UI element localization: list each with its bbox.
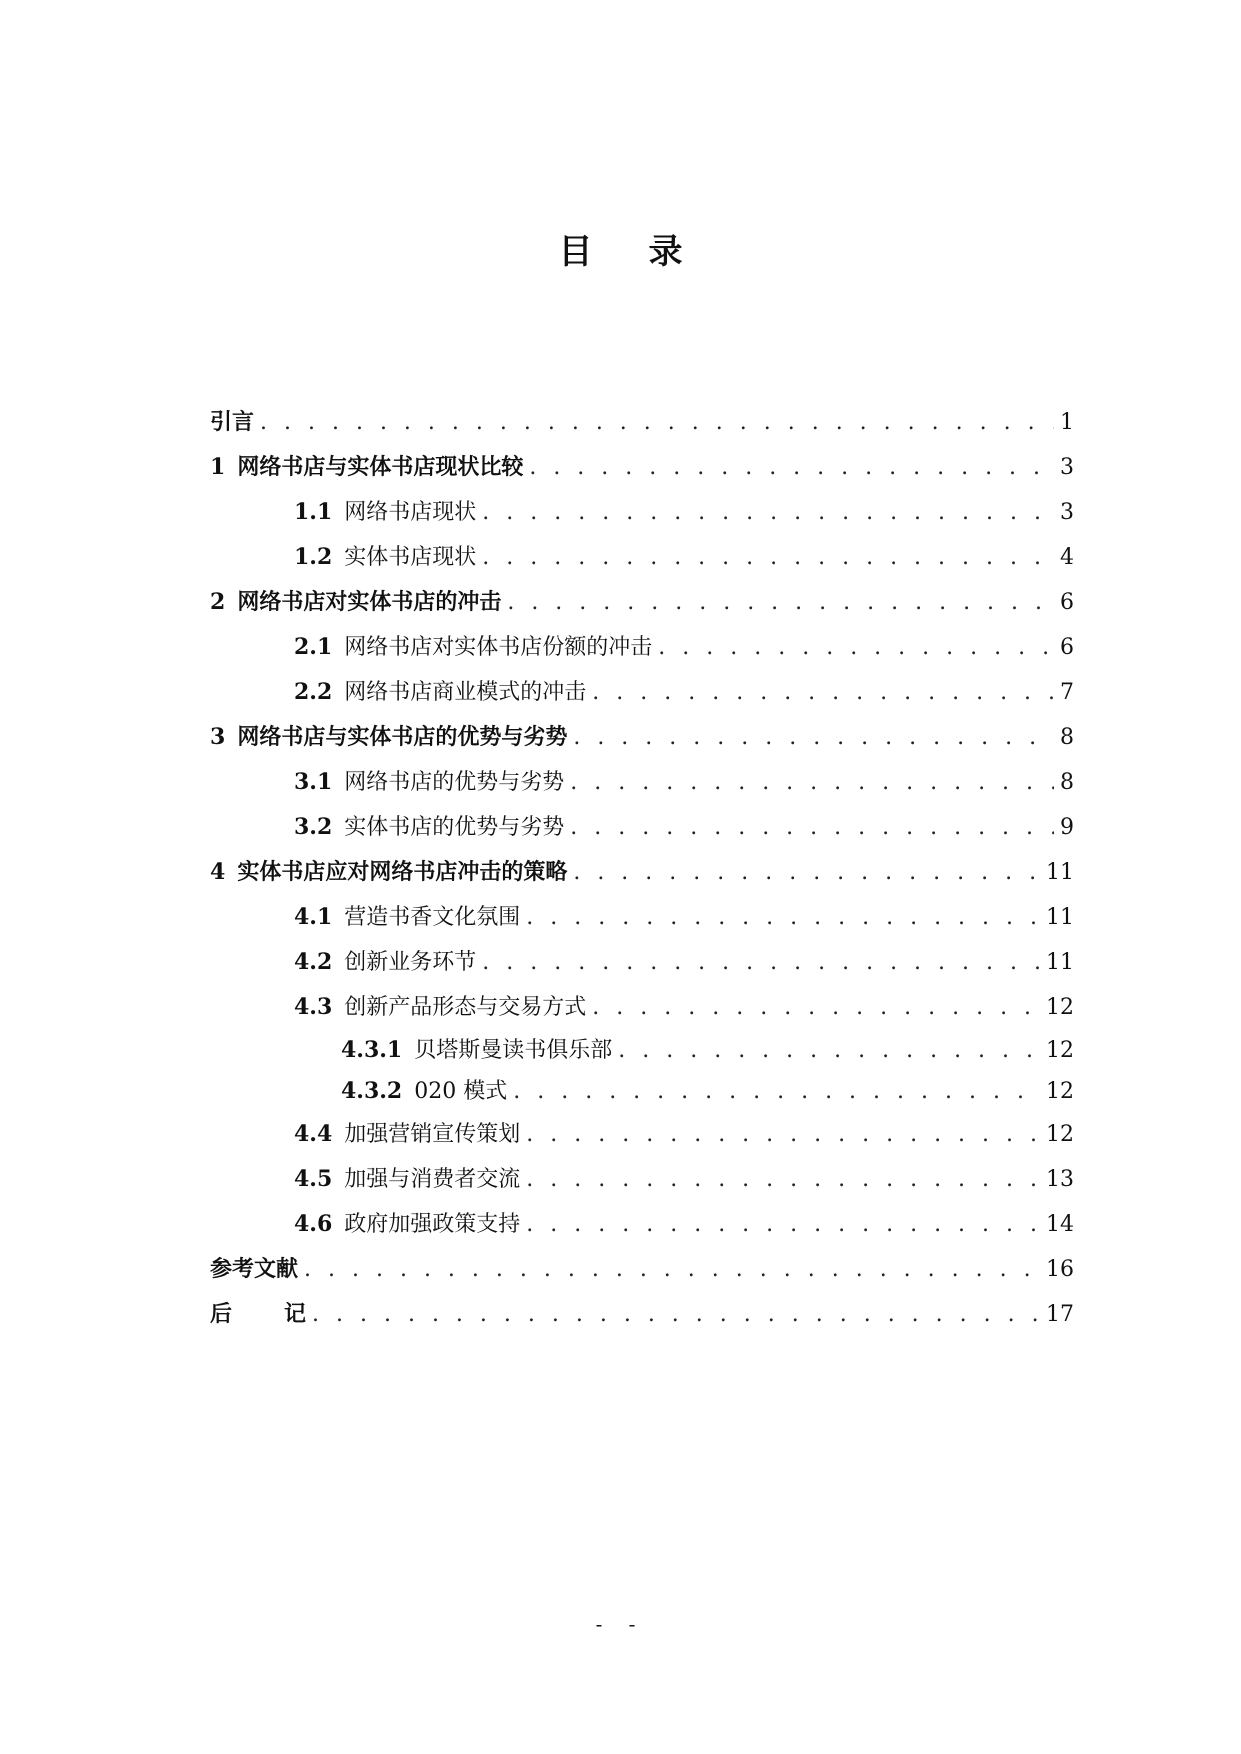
- toc-entry-title: 网络书店商业模式的冲击: [344, 680, 587, 705]
- toc-dot-leader: [526, 895, 1040, 940]
- toc-dot-leader: [570, 805, 1054, 850]
- toc-page-number: 6: [1060, 590, 1074, 615]
- toc-dot-leader: [592, 985, 1040, 1030]
- toc-dot-leader: [507, 580, 1054, 625]
- toc-entry-number: 1.1: [294, 499, 333, 525]
- toc-page-number: 17: [1046, 1302, 1074, 1327]
- toc-entry[interactable]: [210, 1157, 1074, 1202]
- toc-entry[interactable]: [210, 985, 1074, 1030]
- toc-page-number: 12: [1046, 1122, 1074, 1147]
- toc-page-number: 8: [1060, 770, 1074, 795]
- toc-entry-number: 1.2: [294, 544, 333, 570]
- toc-page-number: 11: [1046, 950, 1074, 975]
- toc-entry-title: 020 模式: [414, 1079, 508, 1104]
- toc-entry-title: 贝塔斯曼读书俱乐部: [414, 1038, 613, 1063]
- toc-entry[interactable]: [210, 805, 1074, 850]
- toc-entry[interactable]: [210, 625, 1074, 670]
- toc-entry-title: 引言: [210, 409, 255, 435]
- toc-dot-leader: [513, 1071, 1040, 1112]
- toc-entry-number: 4.5: [294, 1166, 333, 1192]
- toc-entry[interactable]: [210, 1071, 1074, 1112]
- toc-dot-leader: [312, 1292, 1040, 1337]
- toc-page-number: 11: [1046, 905, 1074, 930]
- toc-entry-number: 2.2: [294, 679, 333, 705]
- toc-entry[interactable]: [210, 1112, 1074, 1157]
- toc-entry-number: 3.2: [294, 814, 333, 840]
- table-of-contents: [210, 400, 1074, 1337]
- toc-page-number: 6: [1060, 635, 1074, 660]
- toc-page-number: 11: [1046, 860, 1074, 885]
- toc-page-number: 8: [1060, 725, 1074, 750]
- toc-entry-title: 实体书店现状: [344, 545, 477, 570]
- toc-page-number: 9: [1060, 815, 1074, 840]
- toc-entry[interactable]: [210, 1292, 1074, 1337]
- toc-entry[interactable]: [210, 715, 1074, 760]
- toc-page-number: 12: [1046, 995, 1074, 1020]
- toc-dot-leader: [529, 445, 1054, 490]
- toc-dot-leader: [526, 1202, 1040, 1247]
- toc-page-number: 13: [1046, 1167, 1074, 1192]
- toc-entry[interactable]: [210, 1247, 1074, 1292]
- toc-entry-number: 4.2: [294, 949, 333, 975]
- toc-entry-title: 加强与消费者交流: [344, 1167, 521, 1192]
- toc-entry[interactable]: [210, 445, 1074, 490]
- toc-entry-title: 实体书店的优势与劣势: [344, 815, 565, 840]
- toc-page-number: 7: [1060, 680, 1074, 705]
- toc-page-number: 12: [1046, 1038, 1074, 1063]
- toc-entry[interactable]: [210, 850, 1074, 895]
- toc-entry-title: 参考文献: [210, 1256, 299, 1282]
- toc-entry[interactable]: [210, 580, 1074, 625]
- toc-entry-number: 3.1: [294, 769, 333, 795]
- toc-entry[interactable]: [210, 940, 1074, 985]
- toc-entry-title: 网络书店现状: [344, 500, 477, 525]
- toc-dot-leader: [570, 760, 1054, 805]
- toc-page-number: 14: [1046, 1212, 1074, 1237]
- toc-entry[interactable]: [210, 760, 1074, 805]
- toc-entry-title: 实体书店应对网络书店冲击的策略: [237, 859, 568, 885]
- toc-entry-title: 网络书店对实体书店份额的冲击: [344, 635, 653, 660]
- toc-entry-title: 政府加强政策支持: [344, 1212, 521, 1237]
- toc-entry[interactable]: [210, 670, 1074, 715]
- toc-dot-leader: [592, 670, 1054, 715]
- toc-entry[interactable]: [210, 400, 1074, 445]
- toc-dot-leader: [573, 715, 1054, 760]
- toc-dot-leader: [482, 490, 1054, 535]
- toc-entry-number: 2.1: [294, 634, 333, 660]
- toc-entry[interactable]: [210, 490, 1074, 535]
- toc-entry-number: 4.4: [294, 1121, 333, 1147]
- toc-dot-leader: [482, 535, 1054, 580]
- toc-entry-number: 4.3.1: [341, 1037, 403, 1063]
- toc-page-number: 3: [1060, 455, 1074, 480]
- page-footer: - -: [595, 1612, 646, 1636]
- toc-page-number: 16: [1046, 1257, 1074, 1282]
- toc-page-number: 12: [1046, 1079, 1074, 1104]
- toc-entry-number: 4: [210, 859, 226, 885]
- toc-entry-number: 4.3: [294, 994, 333, 1020]
- toc-entry-title: 创新产品形态与交易方式: [344, 995, 587, 1020]
- toc-entry[interactable]: [210, 1030, 1074, 1071]
- toc-entry-title: 加强营销宣传策划: [344, 1122, 521, 1147]
- toc-entry-title: 网络书店的优势与劣势: [344, 770, 565, 795]
- toc-entry-title: 营造书香文化氛围: [344, 905, 521, 930]
- toc-entry-number: 1: [210, 454, 226, 480]
- toc-entry[interactable]: [210, 895, 1074, 940]
- toc-entry-number: 2: [210, 589, 226, 615]
- toc-entry-title: 创新业务环节: [344, 950, 477, 975]
- toc-dot-leader: [526, 1112, 1040, 1157]
- toc-entry-number: 3: [210, 724, 226, 750]
- toc-entry[interactable]: [210, 1202, 1074, 1247]
- toc-entry[interactable]: [210, 535, 1074, 580]
- toc-entry-title: 网络书店对实体书店的冲击: [237, 589, 502, 615]
- page-title: 目录: [558, 232, 739, 272]
- toc-entry-number: 4.3.2: [341, 1078, 403, 1104]
- toc-entry-title: 网络书店与实体书店的优势与劣势: [237, 724, 568, 750]
- toc-entry-title: 后记: [210, 1301, 359, 1327]
- toc-page-number: 1: [1060, 410, 1074, 435]
- toc-page-number: 3: [1060, 500, 1074, 525]
- toc-entry-number: 4.1: [294, 904, 333, 930]
- toc-dot-leader: [260, 400, 1054, 445]
- toc-entry-title: 网络书店与实体书店现状比较: [237, 454, 524, 480]
- toc-page-number: 4: [1060, 545, 1074, 570]
- toc-dot-leader: [526, 1157, 1040, 1202]
- toc-dot-leader: [618, 1030, 1040, 1071]
- toc-dot-leader: [658, 625, 1054, 670]
- toc-dot-leader: [304, 1247, 1040, 1292]
- toc-entry-number: 4.6: [294, 1211, 333, 1237]
- toc-dot-leader: [482, 940, 1040, 985]
- toc-dot-leader: [573, 850, 1040, 895]
